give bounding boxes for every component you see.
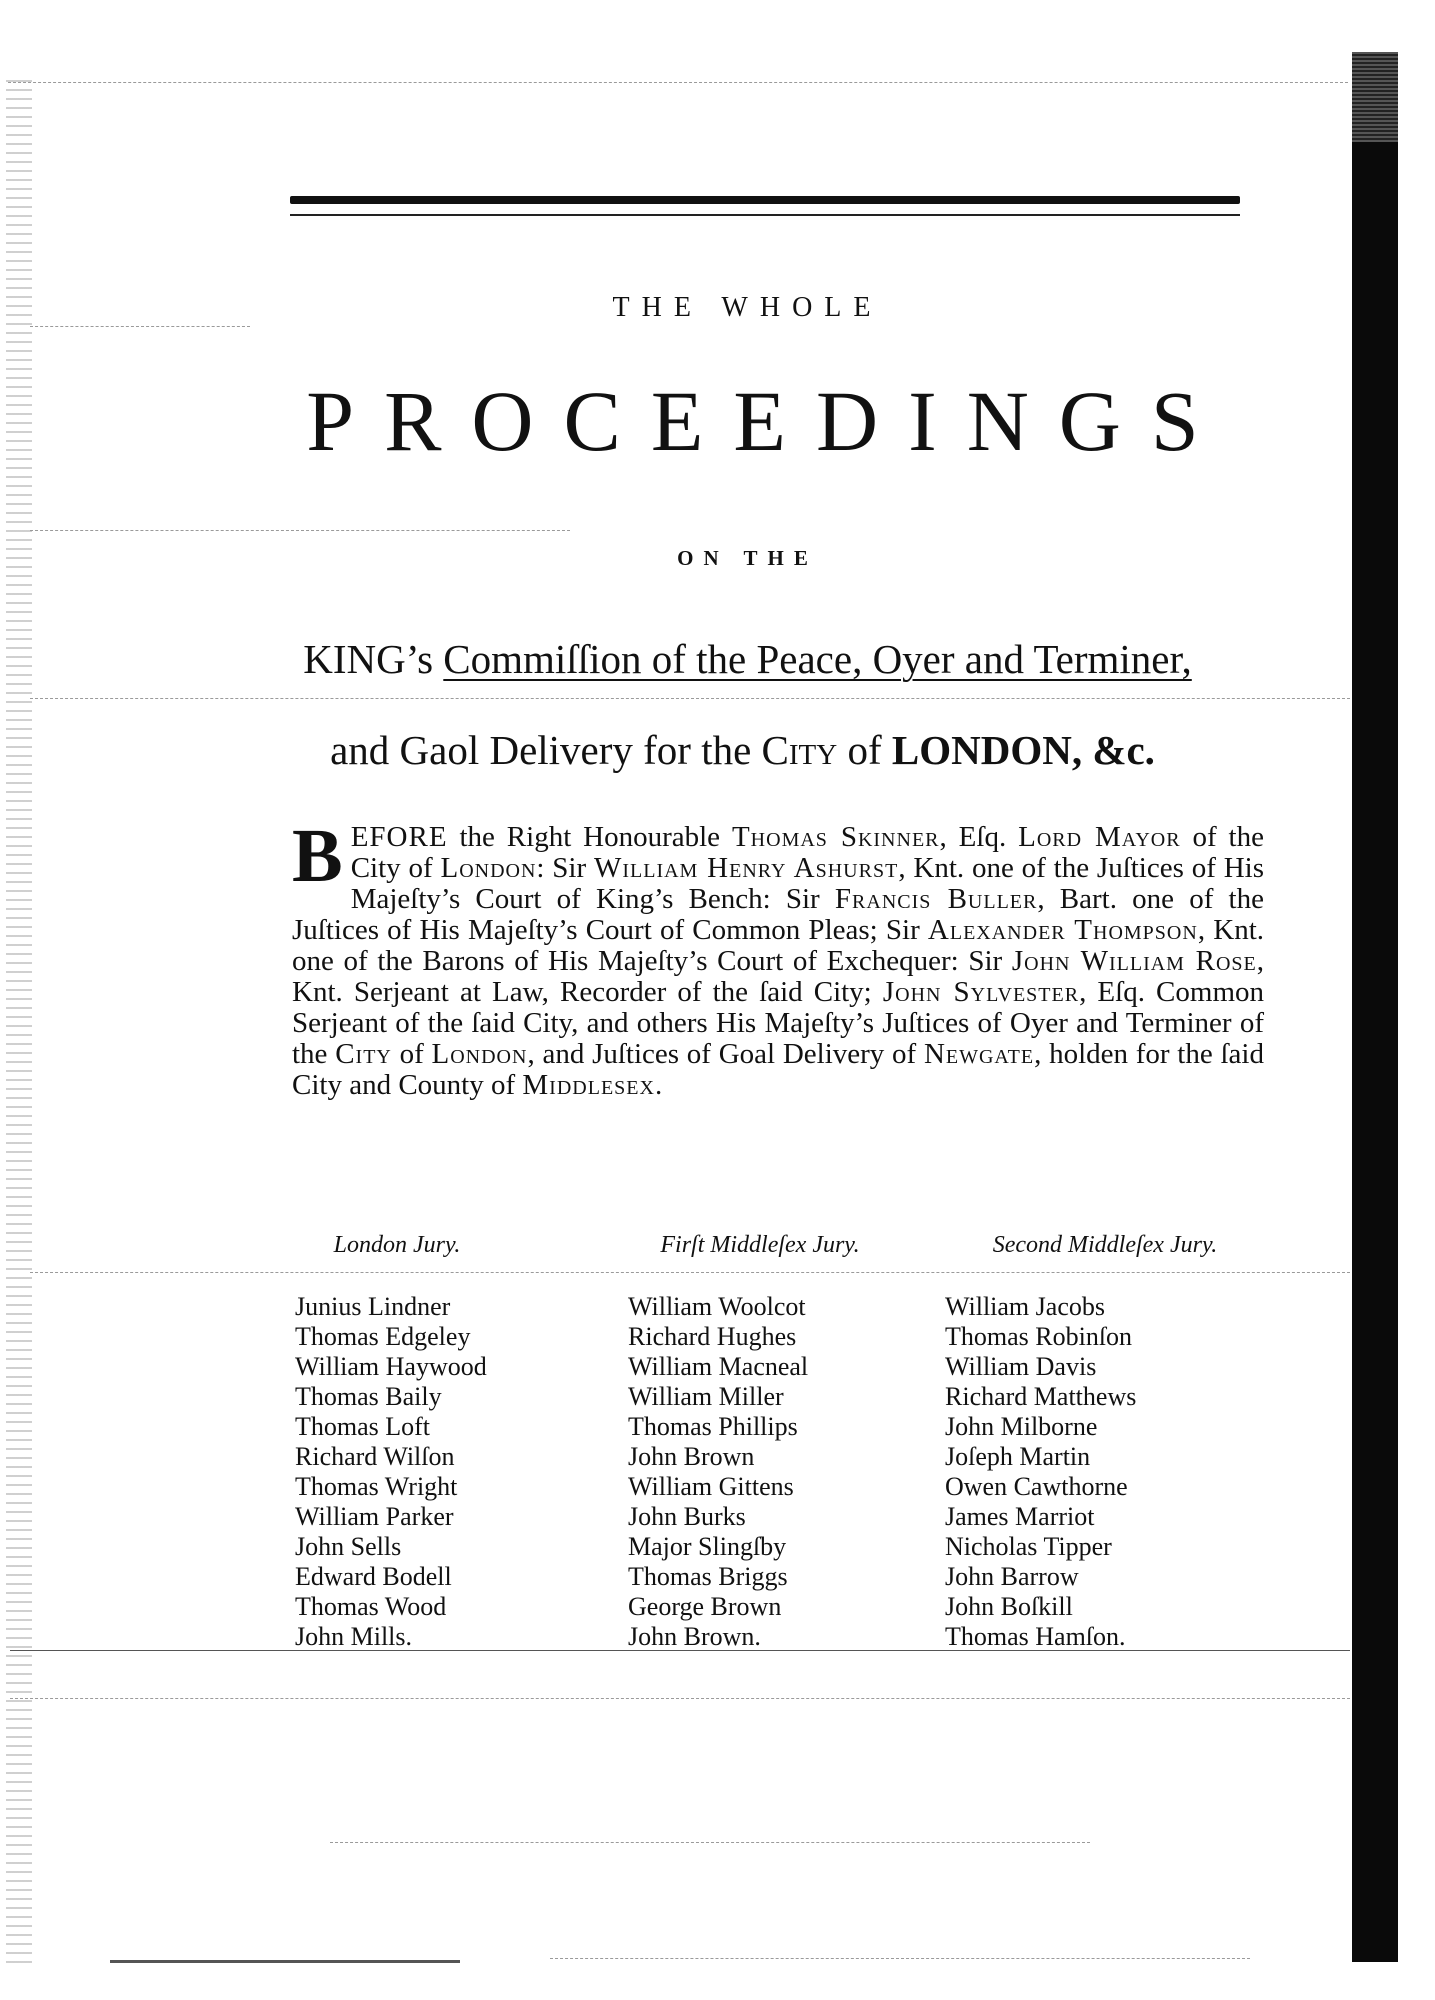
juror-name: Thomas Hamſon. bbox=[945, 1622, 1126, 1651]
paragraph-text: , and Juſtices of Goal Delivery of bbox=[527, 1038, 924, 1070]
juror-name: Major Slingſby bbox=[628, 1532, 787, 1561]
juror-name: Thomas Wood bbox=[295, 1592, 447, 1621]
paragraph-name-smallcaps: City bbox=[335, 1038, 392, 1070]
paragraph-text: , Bart. one of the Juſtices of His Majeſty’s Court of Common Pleas; Sir bbox=[292, 883, 1264, 946]
scan-line bbox=[30, 698, 1350, 699]
scan-line bbox=[550, 1958, 1250, 1959]
juror-name: George Brown bbox=[628, 1592, 782, 1621]
paragraph-name-smallcaps: Francis Buller bbox=[834, 883, 1038, 915]
juror-name: Junius Lindner bbox=[295, 1292, 451, 1321]
paragraph-text: , Knt. Serjeant at Law, Recorder of the ſaid City; bbox=[292, 945, 1264, 1008]
jury-list-london bbox=[295, 1292, 487, 1652]
juror-name: John Boſkill bbox=[945, 1592, 1073, 1621]
juror-name: Richard Wilſon bbox=[295, 1442, 455, 1471]
juror-name: Richard Hughes bbox=[628, 1322, 797, 1351]
juror-name: William Haywood bbox=[295, 1352, 487, 1381]
juror-name: John Milborne bbox=[945, 1412, 1098, 1441]
paragraph-name-smallcaps: Middlesex bbox=[522, 1069, 655, 1101]
juror-name: William Jacobs bbox=[945, 1292, 1105, 1321]
juror-name: William Gittens bbox=[628, 1472, 794, 1501]
juror-name: Nicholas Tipper bbox=[945, 1532, 1112, 1561]
juror-name: William Macneal bbox=[628, 1352, 809, 1381]
heading-kings-commission bbox=[0, 635, 1435, 683]
jury-list-first-middlesex bbox=[628, 1292, 808, 1652]
juror-name: Thomas Edgeley bbox=[295, 1322, 471, 1351]
heading-king-word: KING’s bbox=[303, 636, 434, 682]
paragraph-name-smallcaps: EFORE bbox=[350, 821, 448, 853]
paragraph-text: . bbox=[654, 1069, 663, 1101]
juror-name: Thomas Robinſon bbox=[945, 1322, 1133, 1351]
title-rule-thin bbox=[290, 214, 1240, 216]
juror-name: James Marriot bbox=[945, 1502, 1095, 1531]
juror-name: Owen Cawthorne bbox=[945, 1472, 1128, 1501]
paragraph-name-smallcaps: William Henry Ashurst bbox=[593, 852, 899, 884]
juror-name: Thomas Phillips bbox=[628, 1412, 798, 1441]
scan-line bbox=[8, 82, 1348, 83]
juror-name: Joſeph Martin bbox=[945, 1442, 1091, 1471]
drop-cap: B bbox=[292, 814, 343, 898]
paragraph-text: , Eſq. Common Serjeant of the ſaid City, and others His Majeſty’s Juſtices of Oyer and Terminer of the bbox=[292, 976, 1265, 1070]
paragraph-name-smallcaps: John William Rose bbox=[1011, 945, 1257, 977]
heading-the-whole: THE WHOLE bbox=[612, 292, 883, 323]
juror-name: William Davis bbox=[945, 1352, 1097, 1381]
jury-list-second-middlesex bbox=[945, 1292, 1136, 1652]
paragraph-name-smallcaps: London bbox=[440, 852, 537, 884]
juror-name: John Brown. bbox=[628, 1622, 761, 1651]
juror-name: Thomas Loft bbox=[295, 1412, 431, 1441]
juror-name: John Mills. bbox=[295, 1622, 413, 1651]
juror-name: William Parker bbox=[295, 1502, 454, 1531]
paragraph-text: : Sir bbox=[536, 852, 594, 884]
heading-london-word: LONDON, &c. bbox=[891, 727, 1155, 773]
heading-proceedings: PROCEEDINGS bbox=[306, 373, 1229, 469]
heading-gaol-text: and Gaol Delivery for the bbox=[330, 727, 752, 773]
proceedings-paragraph bbox=[292, 814, 1265, 1101]
juror-name: Edward Bodell bbox=[295, 1562, 452, 1591]
jury-heading-second-middlesex: Second Middleſex Jury. bbox=[992, 1232, 1218, 1258]
juror-name: John Burks bbox=[628, 1502, 746, 1531]
paragraph-text: of the City of bbox=[350, 821, 1264, 884]
paragraph-name-smallcaps: Thomas Skinner bbox=[731, 821, 940, 853]
heading-city-word: City bbox=[761, 727, 838, 773]
paragraph-text: of bbox=[391, 1038, 432, 1070]
page-binding-shadow bbox=[1352, 52, 1398, 1962]
paragraph-name-smallcaps: London bbox=[431, 1038, 528, 1070]
paragraph-name-smallcaps: Alexander Thompson bbox=[927, 914, 1198, 946]
binding-noise bbox=[1352, 52, 1398, 142]
paragraph-name-smallcaps: John Sylvester bbox=[882, 976, 1080, 1008]
jury-heading-london: London Jury. bbox=[333, 1232, 461, 1258]
scan-line bbox=[30, 1272, 1350, 1273]
heading-gaol-delivery bbox=[0, 726, 1435, 774]
paragraph-text: the Right Honourable bbox=[447, 821, 732, 853]
scan-line bbox=[110, 1960, 460, 1963]
juror-name: John Barrow bbox=[945, 1562, 1079, 1591]
heading-of-word: of bbox=[847, 727, 882, 773]
juror-name: Thomas Wright bbox=[295, 1472, 458, 1501]
juror-name: William Miller bbox=[628, 1382, 784, 1411]
paragraph-text: , holden for the ſaid City and County of bbox=[292, 1038, 1264, 1101]
scan-edge-speckle bbox=[6, 80, 32, 1970]
juror-name: John Sells bbox=[295, 1532, 402, 1561]
paragraph-text: , Knt. one of the Barons of His Majeſty’s Court of Exchequer: Sir bbox=[292, 914, 1264, 977]
scan-line bbox=[30, 530, 570, 531]
paragraph-text: , Knt. one of the Juſtices of His Majeſty’s Court of King’s Bench: Sir bbox=[350, 852, 1264, 915]
juror-name: Richard Matthews bbox=[945, 1382, 1137, 1411]
scan-line bbox=[330, 1842, 1090, 1843]
jury-heading-first-middlesex: Firſt Middleſex Jury. bbox=[660, 1232, 860, 1258]
juror-name: William Woolcot bbox=[628, 1292, 806, 1321]
juror-name: Thomas Briggs bbox=[628, 1562, 788, 1591]
heading-on-the: ON THE bbox=[677, 546, 818, 570]
scan-line bbox=[10, 1698, 1350, 1699]
scan-line bbox=[30, 326, 250, 327]
paragraph-text: , Eſq. bbox=[939, 821, 1019, 853]
heading-commission-text: Commiſſion of the Peace, Oyer and Terminer, bbox=[443, 636, 1192, 682]
title-rule-thick bbox=[290, 196, 1240, 204]
paragraph-name-smallcaps: Lord Mayor bbox=[1018, 821, 1181, 853]
juror-name: John Brown bbox=[628, 1442, 755, 1471]
juror-name: Thomas Baily bbox=[295, 1382, 442, 1411]
paragraph-name-smallcaps: Newgate bbox=[923, 1038, 1035, 1070]
